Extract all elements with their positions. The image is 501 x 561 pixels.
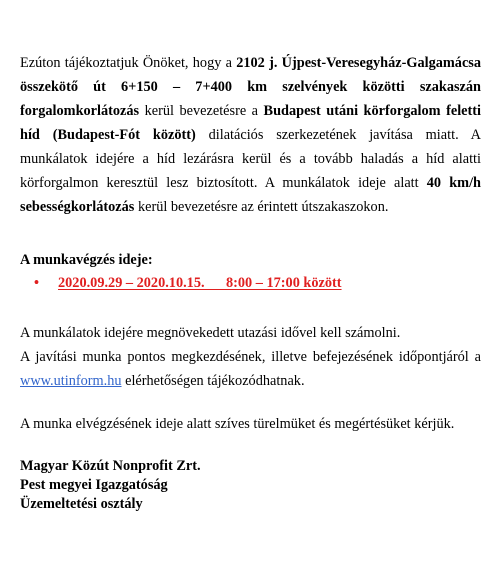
signature-organization: Magyar Közút Nonprofit Zrt.: [20, 458, 201, 474]
intro-text-1: Ezúton tájékoztatjuk Önöket, hogy a: [20, 55, 237, 71]
info-paragraph: [20, 345, 481, 393]
utinform-link[interactable]: www.utinform.hu: [20, 373, 122, 389]
bridge-location-bold: Budapest utáni körforgalom feletti híd (Budapest-Fót között): [20, 103, 482, 143]
speed-limit-bold: 40 km/h sebességkorlátozás: [20, 175, 481, 215]
intro-text-3: dilatációs szerkezetének javítása miatt. A munkálatok idejére a híd lezárásra kerül és a tovább haladás a híd alatti körforgalmon keresztül lesz biztosított. A munkálatok ideje alatt: [20, 127, 481, 191]
info-text-1: A javítási munka pontos megkezdésének, illetve befejezésének időpontjáról a: [20, 349, 481, 365]
signature-department: Üzemeltetési osztály: [20, 496, 143, 512]
intro-text-4: kerül bevezetésre az érintett útszakaszokon.: [134, 199, 389, 215]
intro-paragraph: [20, 51, 481, 219]
schedule-dates: 2020.09.29 – 2020.10.15. 8:00 – 17:00 között: [58, 275, 342, 291]
bullet-icon: •: [34, 275, 40, 291]
intro-text-2: kerül bevezetésre a: [139, 103, 264, 119]
signature-directorate: Pest megyei Igazgatóság: [20, 477, 168, 493]
patience-paragraph: A munka elvégzésének ideje alatt szíves türelmüket és megértésüket kérjük.: [20, 416, 455, 432]
travel-time-paragraph: A munkálatok idejére megnövekedett utazási idővel kell számolni.: [20, 325, 401, 341]
road-section-bold: 2102 j. Újpest-Veresegyház-Galgamácsa összekötő út 6+150 – 7+400 km szelvények közötti szakaszán forgalomkorlátozás: [20, 55, 482, 119]
schedule-heading: A munkavégzés ideje:: [20, 252, 153, 268]
info-text-2: elérhetőségen tájékozódhatnak.: [121, 373, 305, 389]
